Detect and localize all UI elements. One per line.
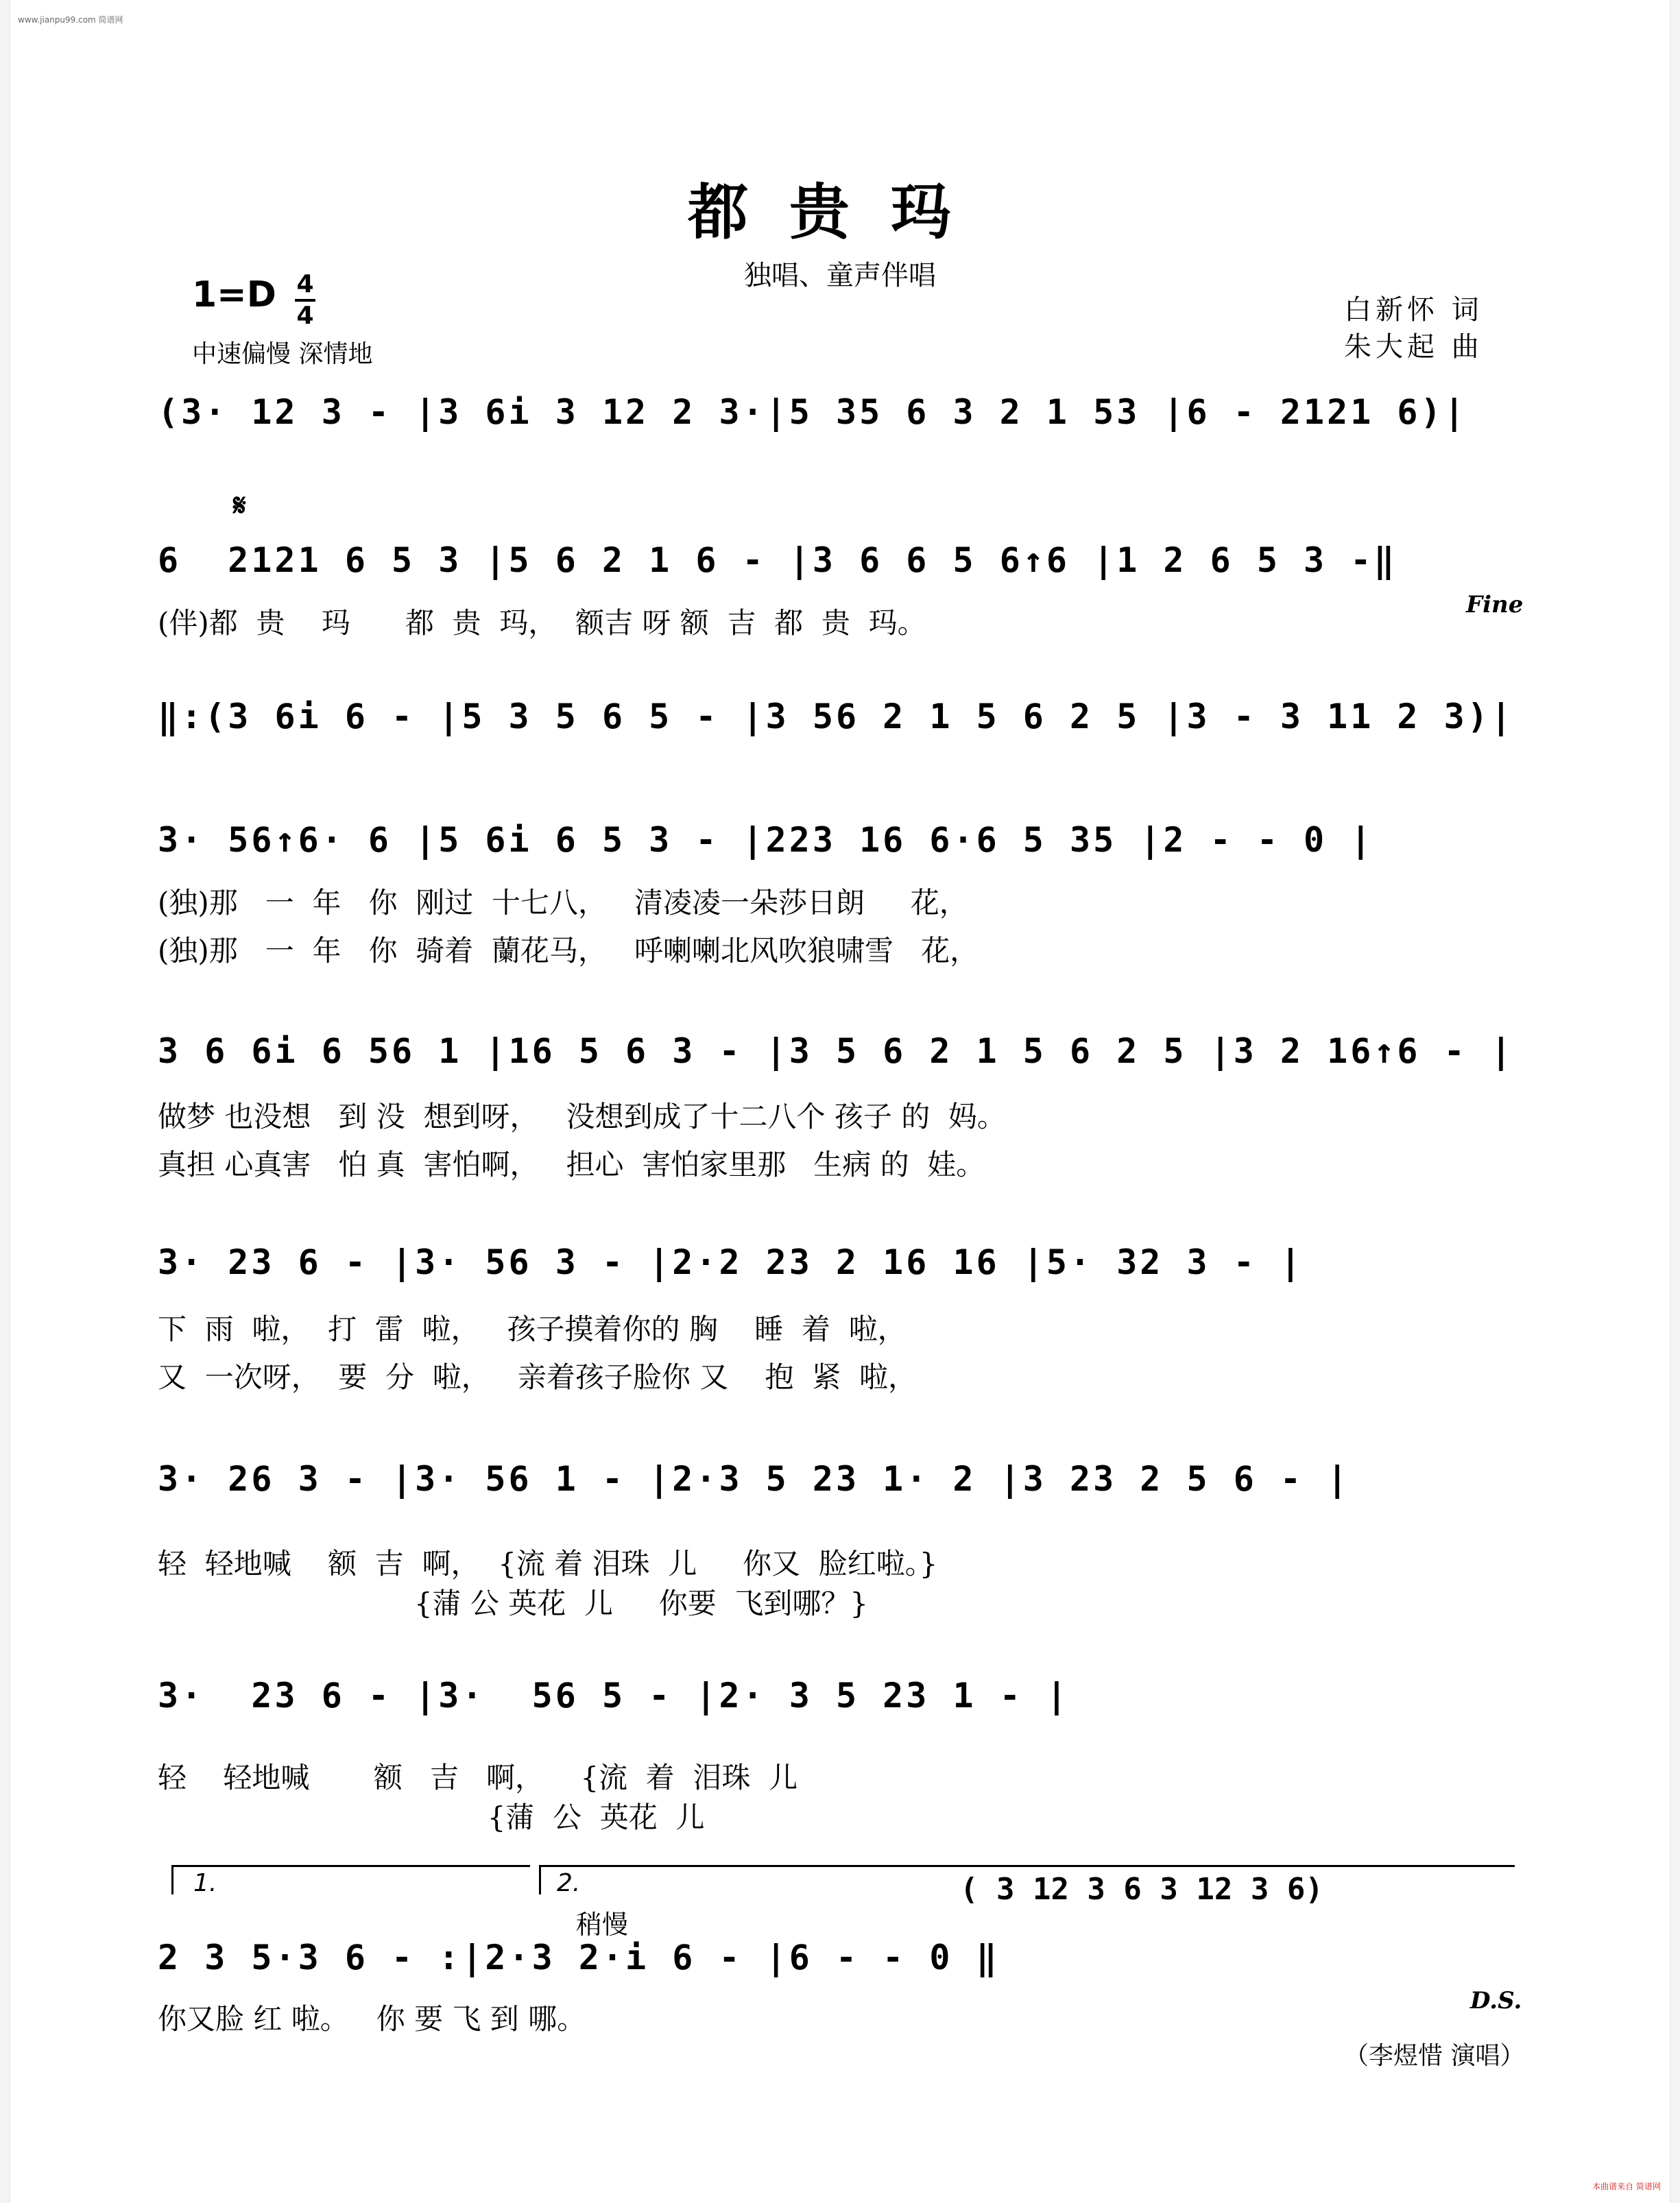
lyric-line-8b: {蒲 公 英花 儿 bbox=[158, 1801, 705, 1834]
lyric-line-2a: (伴)都 贵 玛 都 贵 玛， 额吉 呀 额 吉 都 贵 玛。 bbox=[158, 606, 926, 640]
fine-mark: Fine bbox=[1466, 591, 1524, 618]
slower-marking: 稍慢 bbox=[576, 1910, 629, 1940]
tempo-marking: 中速偏慢 深情地 bbox=[192, 340, 373, 368]
ds-mark: D.S. bbox=[1470, 1987, 1522, 2014]
notation-line-8: 3· 23 6 - |3· 56 5 - |2· 3 5 23 1 - | bbox=[158, 1676, 1070, 1716]
notation-line-3: ‖:(3 6i 6 - |5 3 5 6 5 - |3 56 2 1 5 6 2 5 |3 - 3 11 2 3)| bbox=[158, 697, 1514, 736]
notation-line-2: 6 2121 6 5 3 |5 6 2 1 6 - |3 6 6 5 6↑6 |1 2 6 5 3 -‖ bbox=[158, 540, 1397, 580]
volta-label-1: 1. bbox=[193, 1869, 217, 1897]
notation-line-7: 3· 26 3 - |3· 56 1 - |2·3 5 23 1· 2 |3 23 2 5 6 - | bbox=[158, 1459, 1351, 1499]
key-signature: 1=D bbox=[192, 274, 276, 315]
right-margin-strip bbox=[1670, 0, 1680, 2203]
lyric-line-7a: 轻 轻地喊 额 吉 啊， {流 着 泪珠 儿 你又 脸红啦。} bbox=[158, 1547, 938, 1580]
notation-line-9: 2 3 5·3 6 - :|2·3 2·i 6 - |6 - - 0 ‖ bbox=[158, 1938, 1000, 1977]
watermark-top-left: www.jianpu99.com 简谱网 bbox=[18, 15, 123, 25]
notation-line-4: 3· 56↑6· 6 |5 6i 6 5 3 - |223 16 6·6 5 35 |2 - - 0 | bbox=[158, 820, 1374, 860]
volta-bracket-1 bbox=[171, 1865, 530, 1894]
time-bottom: 4 bbox=[296, 302, 314, 330]
lyric-line-8a: 轻 轻地喊 额 吉 啊， {流 着 泪珠 儿 bbox=[158, 1761, 798, 1794]
notation-line-1: (3· 12 3 - |3 6i 3 12 2 3·|5 35 6 3 2 1 53 |6 - 2121 6)| bbox=[158, 392, 1467, 432]
lyric-line-9a: 你又脸 红 啦。 你 要 飞 到 哪。 bbox=[158, 2002, 586, 2036]
time-signature bbox=[295, 272, 315, 329]
lyric-line-7b: {蒲 公 英花 儿 你要 飞到哪？} bbox=[158, 1587, 869, 1620]
accompaniment-figure: ( 3 12 3 6 3 12 3 6) bbox=[960, 1872, 1323, 1907]
song-title: 都贵玛 bbox=[687, 176, 992, 248]
left-margin-strip bbox=[0, 0, 10, 2203]
lyric-line-4b: (独)那 一 年 你 骑着 蘭花马， 呼喇喇北风吹狼啸雪 花， bbox=[158, 934, 979, 967]
composer-credit: 朱大起 曲 bbox=[1344, 331, 1483, 363]
performer-credit: （李煜惜 演唱） bbox=[1344, 2042, 1525, 2070]
lyric-line-6a: 下 雨 啦， 打 雷 啦， 孩子摸着你的 胸 睡 着 啦， bbox=[158, 1312, 907, 1346]
watermark-bottom-right: 本曲谱来自 简谱网 bbox=[1592, 2182, 1661, 2191]
time-top: 4 bbox=[296, 270, 314, 298]
notation-line-6: 3· 23 6 - |3· 56 3 - |2·2 23 2 16 16 |5· 32 3 - | bbox=[158, 1242, 1304, 1282]
lyric-line-6b: 又 一次呀， 要 分 啦， 亲着孩子脸你 又 抱 紧 啦， bbox=[158, 1360, 917, 1394]
notation-line-5: 3 6 6i 6 56 1 |16 5 6 3 - |3 5 6 2 1 5 6 2 5 |3 2 16↑6 - | bbox=[158, 1031, 1514, 1071]
lyric-line-5b: 真担 心真害 怕 真 害怕啊， 担心 害怕家里那 生病 的 娃。 bbox=[158, 1148, 985, 1181]
song-subtitle: 独唱、童声伴唱 bbox=[744, 260, 936, 291]
volta-label-2: 2. bbox=[557, 1869, 581, 1897]
lyric-line-4a: (独)那 一 年 你 刚过 十七八， 清凌凌一朵莎日朗 花， bbox=[158, 886, 968, 919]
segno-mark: 𝄋 bbox=[233, 488, 246, 523]
lyric-line-5a: 做梦 也没想 到 没 想到呀， 没想到成了十二八个 孩子 的 妈。 bbox=[158, 1100, 1006, 1133]
lyricist-credit: 白新怀 词 bbox=[1344, 294, 1483, 326]
